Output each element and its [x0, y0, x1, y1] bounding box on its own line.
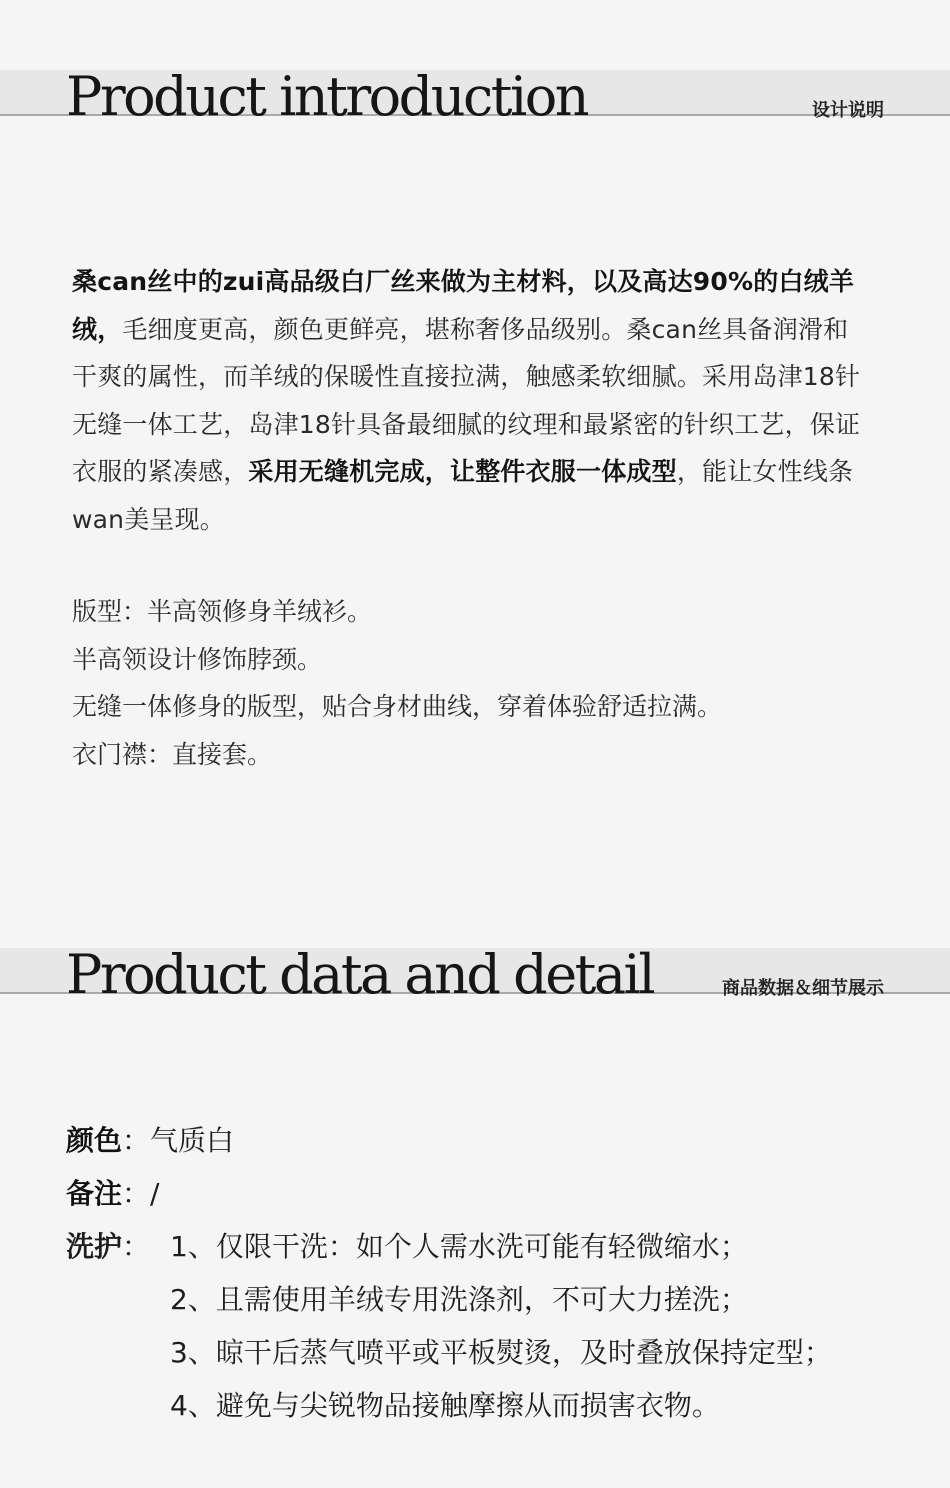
- intro-subtitle: 设计说明: [812, 100, 884, 121]
- color-value: ：气质白: [122, 1124, 235, 1157]
- intro-paragraph: [72, 258, 872, 543]
- note-row: [66, 1167, 896, 1220]
- care-colon: ：: [122, 1230, 151, 1263]
- details-subtitle: 商品数据＆细节展示: [722, 978, 884, 999]
- fit-line: 无缝一体修身的版型，贴合身材曲线，穿着体验舒适拉满。: [72, 692, 723, 721]
- fit-line: 半高领设计修饰脖颈。: [72, 644, 323, 674]
- intro-bold-1: 桑can丝中的zui高品级白厂丝来做为主材料，以及高达90%的白绒羊绒，: [72, 267, 855, 344]
- care-list: [170, 1220, 832, 1432]
- note-value: ：/: [122, 1177, 160, 1210]
- intro-text-1: 毛细度更高，颜色更鲜亮，堪称奢侈品级别。桑can丝具备润滑和干爽的属性，而羊绒的保暖性直接拉满，触感柔软细腻。采用岛津18针无缝一体工艺，岛津18针具备最细腻的纹理和最紧密的针织工艺，保证衣服的紧凑感，: [72, 314, 861, 486]
- fit-line: 版型：半高领修身羊绒衫。: [72, 597, 373, 626]
- care-item: 2、且需使用羊绒专用洗涤剂，不可大力搓洗；: [170, 1283, 748, 1316]
- fit-description: [72, 588, 872, 778]
- intro-text-2: ，能让女性线条wan美呈现。: [72, 457, 854, 534]
- care-item: 3、晾干后蒸气喷平或平板熨烫，及时叠放保持定型；: [170, 1336, 832, 1369]
- product-details: [66, 1114, 896, 1432]
- fit-line: 衣门襟：直接套。: [72, 739, 273, 769]
- color-row: [66, 1114, 896, 1167]
- intro-title: Product introduction: [66, 65, 588, 128]
- care-item: 4、避免与尖锐物品接触摩擦从而损害衣物。: [170, 1389, 720, 1422]
- care-item: 1、仅限干洗：如个人需水洗可能有轻微缩水；: [170, 1230, 748, 1263]
- details-title: Product data and detail: [66, 943, 654, 1006]
- care-label-wrap: [66, 1220, 170, 1432]
- note-label: 备注: [66, 1177, 123, 1210]
- color-label: 颜色: [66, 1124, 123, 1157]
- intro-bold-2: 采用无缝机完成，让整件衣服一体成型: [248, 457, 677, 486]
- care-row: [66, 1220, 896, 1432]
- care-label: 洗护: [66, 1230, 123, 1263]
